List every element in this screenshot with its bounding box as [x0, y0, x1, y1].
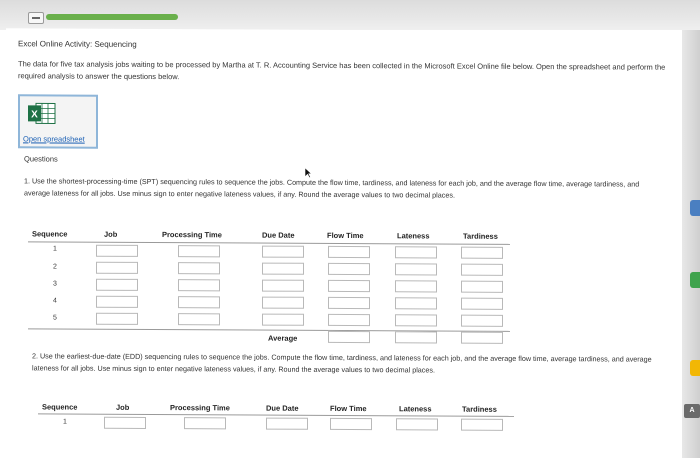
- q1-r2-lateness-input[interactable]: [395, 263, 437, 275]
- activity-page: [6, 28, 682, 460]
- q1-r4-due-date-input[interactable]: [262, 297, 304, 309]
- q1-r3-job-input[interactable]: [96, 279, 138, 291]
- q1-r2-job-input[interactable]: [96, 262, 138, 274]
- activity-title: Excel Online Activity: Sequencing: [18, 39, 137, 49]
- progress-fill: [46, 14, 178, 20]
- q1-r2-tardiness-input[interactable]: [461, 264, 503, 276]
- svg-text:X: X: [31, 109, 38, 120]
- q2-row-number: 1: [63, 419, 67, 426]
- q1-r5-flow-time-input[interactable]: [328, 314, 370, 326]
- q1-r4-lateness-input[interactable]: [395, 297, 437, 309]
- excel-icon: [28, 102, 56, 124]
- q1-r1-tardiness-input[interactable]: [461, 247, 503, 259]
- q1-r4-flow-time-input[interactable]: [328, 297, 370, 309]
- q1-col-flow-time: Flow Time: [327, 231, 364, 240]
- q2-r1-processing-time-input[interactable]: [184, 417, 226, 429]
- q1-row-number: 5: [53, 314, 57, 321]
- browser-top-strip: [0, 0, 700, 30]
- side-tab-blue[interactable]: [690, 200, 700, 216]
- q2-col-lateness: Lateness: [399, 404, 432, 413]
- q1-col-sequence: Sequence: [32, 229, 67, 238]
- q1-row-number: 1: [53, 245, 57, 252]
- q1-avg-tardiness-input[interactable]: [461, 332, 503, 344]
- q1-r5-due-date-input[interactable]: [262, 314, 304, 326]
- q1-r3-flow-time-input[interactable]: [328, 280, 370, 292]
- intro-text: The data for five tax analysis jobs waiting to be processed by Martha at T. R. Accounting Service has been collected in the Microsoft Excel Online file below. Open the spreadsheet and perform the required analysis to answer the questions below.: [18, 58, 668, 85]
- q1-r2-due-date-input[interactable]: [262, 263, 304, 275]
- q2-col-job: Job: [116, 403, 129, 412]
- q1-r5-processing-time-input[interactable]: [178, 313, 220, 325]
- q1-col-lateness: Lateness: [397, 231, 430, 240]
- q1-r1-processing-time-input[interactable]: [178, 245, 220, 257]
- q1-avg-lateness-input[interactable]: [395, 331, 437, 343]
- q1-r1-lateness-input[interactable]: [395, 246, 437, 258]
- open-spreadsheet-button[interactable]: [18, 94, 98, 148]
- side-tab-yellow[interactable]: [690, 360, 700, 376]
- q1-average-label: Average: [268, 334, 297, 343]
- q1-r5-tardiness-input[interactable]: [461, 315, 503, 327]
- progress-bar: [46, 14, 178, 20]
- q2-r1-due-date-input[interactable]: [266, 418, 308, 430]
- adobe-reader-icon[interactable]: A: [684, 404, 700, 418]
- q1-footer-divider: [28, 328, 510, 332]
- q1-col-job: Job: [104, 230, 117, 239]
- q2-r1-tardiness-input[interactable]: [461, 419, 503, 431]
- back-icon[interactable]: [28, 12, 44, 24]
- q1-col-tardiness: Tardiness: [463, 232, 498, 241]
- q1-r1-flow-time-input[interactable]: [328, 246, 370, 258]
- side-tab-green[interactable]: [690, 272, 700, 288]
- q1-col-processing-time: Processing Time: [162, 230, 222, 239]
- q2-col-tardiness: Tardiness: [462, 405, 497, 414]
- q1-r3-lateness-input[interactable]: [395, 280, 437, 292]
- q2-col-sequence: Sequence: [42, 402, 77, 411]
- q1-r5-lateness-input[interactable]: [395, 314, 437, 326]
- q1-row-number: 2: [53, 263, 57, 270]
- q1-r3-processing-time-input[interactable]: [178, 279, 220, 291]
- q1-r3-tardiness-input[interactable]: [461, 281, 503, 293]
- q1-r3-due-date-input[interactable]: [262, 280, 304, 292]
- q2-col-processing-time: Processing Time: [170, 403, 230, 412]
- q1-r1-job-input[interactable]: [96, 245, 138, 257]
- q2-col-flow-time: Flow Time: [330, 404, 367, 413]
- q1-r2-flow-time-input[interactable]: [328, 263, 370, 275]
- open-spreadsheet-link[interactable]: Open spreadsheet: [23, 134, 85, 143]
- q1-row-number: 4: [53, 297, 57, 304]
- question-2-text: 2. Use the earliest-due-date (EDD) sequencing rules to sequence the jobs. Compute the flow time, tardiness, and lateness for each job, and the average flow time, average tardiness, and average lateness for all jobs. Use minus sign to enter negative lateness values, if any. Round the average values to two decimal places.: [32, 350, 652, 377]
- q1-col-due-date: Due Date: [262, 231, 295, 240]
- q1-r2-processing-time-input[interactable]: [178, 262, 220, 274]
- q1-r4-tardiness-input[interactable]: [461, 298, 503, 310]
- side-toolbar: [682, 30, 700, 458]
- q1-r4-job-input[interactable]: [96, 296, 138, 308]
- q1-row-number: 3: [53, 280, 57, 287]
- q2-r1-flow-time-input[interactable]: [330, 418, 372, 430]
- q1-r4-processing-time-input[interactable]: [178, 296, 220, 308]
- q2-col-due-date: Due Date: [266, 404, 299, 413]
- questions-heading: Questions: [24, 154, 58, 163]
- q1-r5-job-input[interactable]: [96, 313, 138, 325]
- q1-r1-due-date-input[interactable]: [262, 246, 304, 258]
- q2-r1-job-input[interactable]: [104, 417, 146, 429]
- q2-r1-lateness-input[interactable]: [396, 418, 438, 430]
- q1-avg-flow-time-input[interactable]: [328, 331, 370, 343]
- question-1-text: 1. Use the shortest-processing-time (SPT) sequencing rules to sequence the jobs. Compute the flow time, tardiness, and lateness for each job, and the average flow time, average tardiness, and average lateness for all jobs. Use minus sign to enter negative lateness values, if any. Round the average values to two decimal places.: [24, 175, 664, 202]
